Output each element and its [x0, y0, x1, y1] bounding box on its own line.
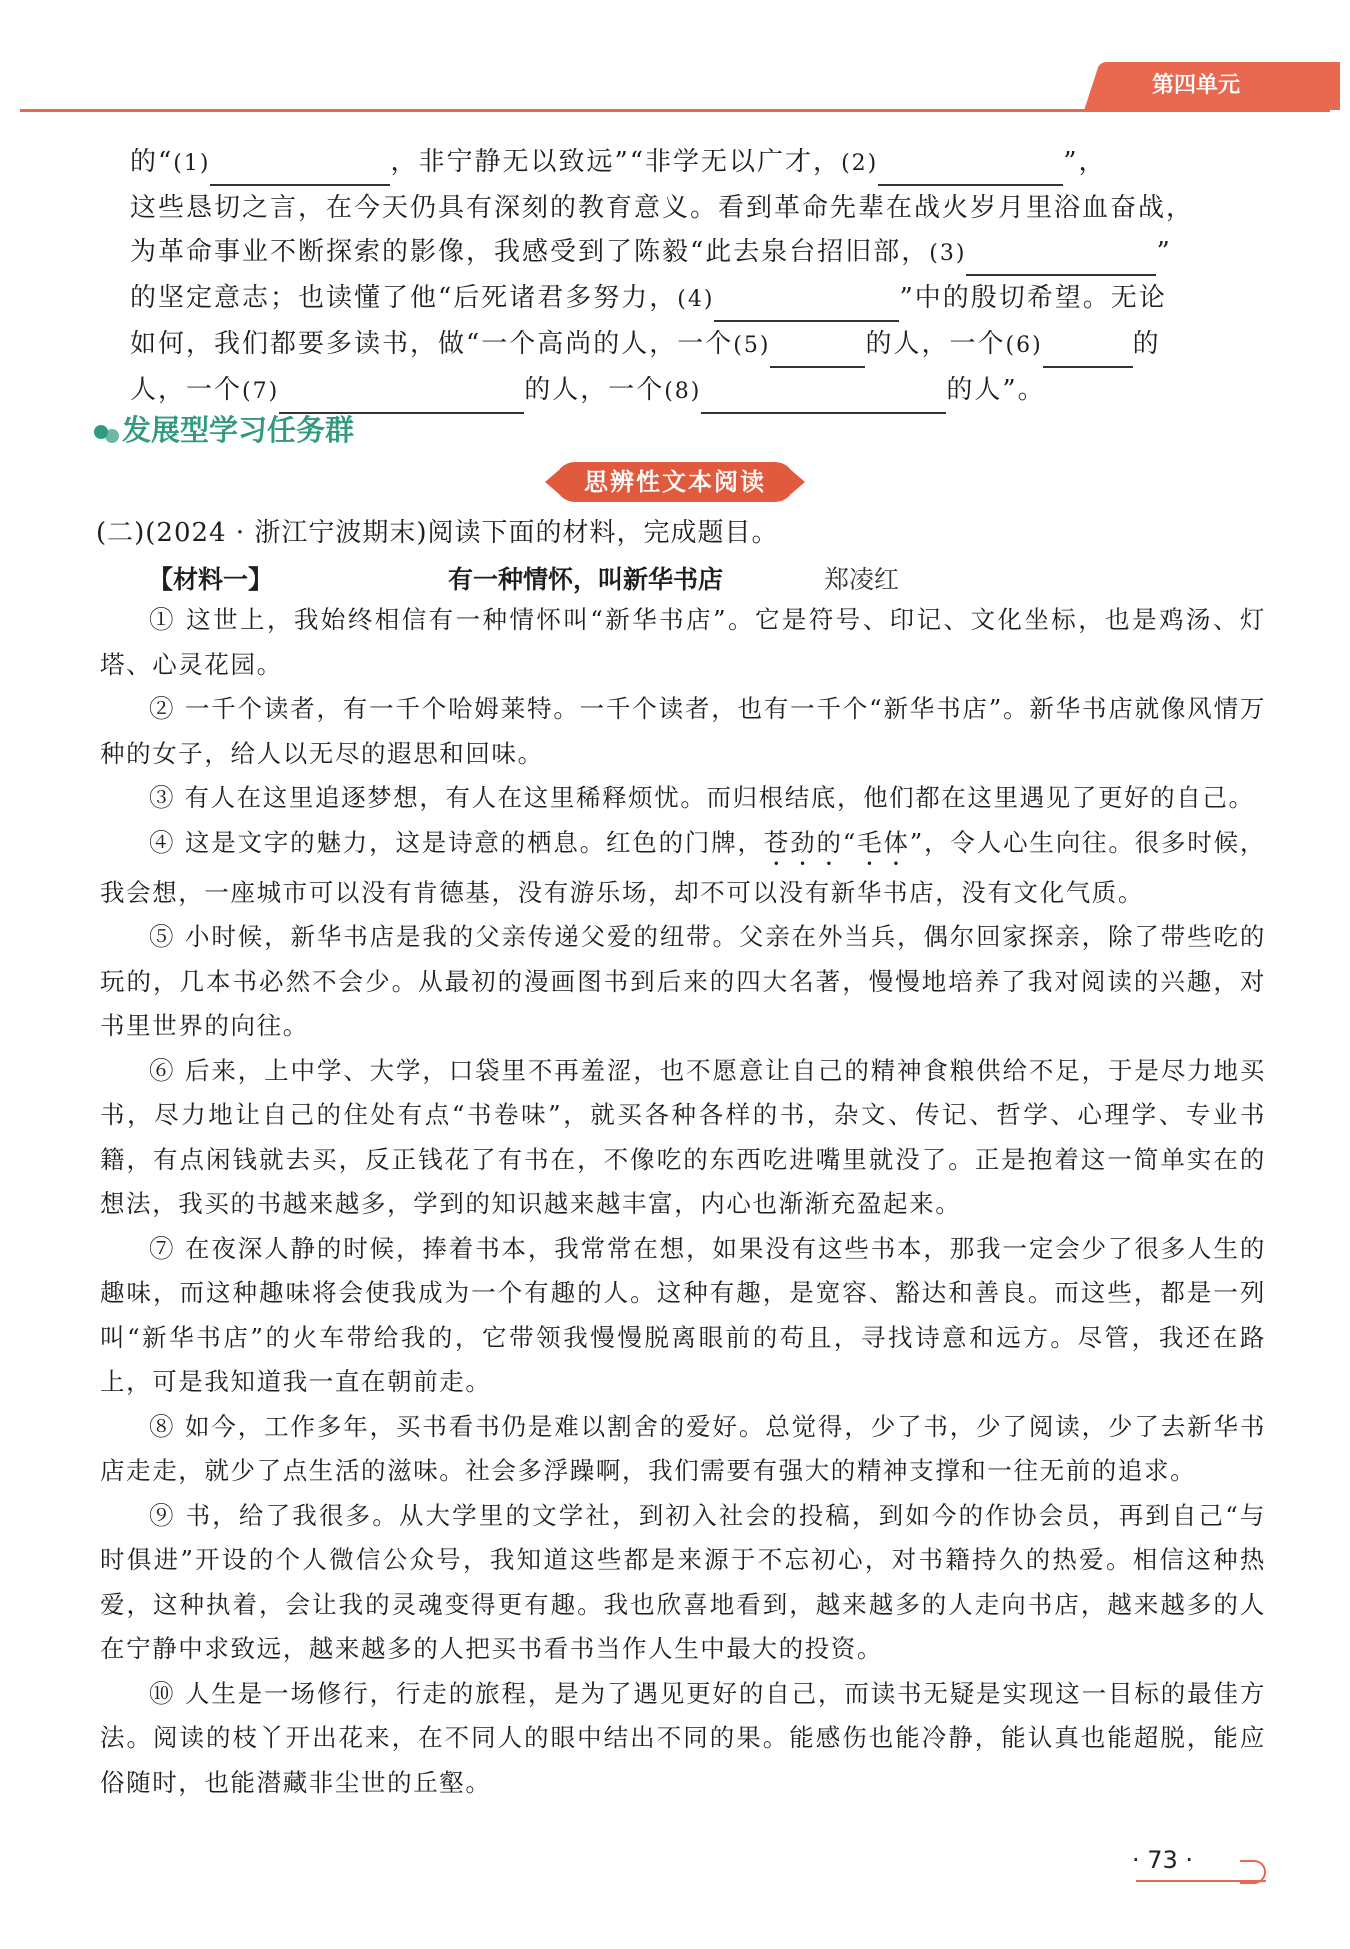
blank-number: (7)	[242, 379, 280, 404]
paragraph-7: ⑦ 在夜深人静的时候，捧着书本，我常常在想，如果没有这些书本，那我一定会少了很多人生的趣味，而这种趣味将会使我成为一个有趣的人。这种有趣，是宽容、豁达和善良。而这些，都是一列叫“新华书店”的火车带给我的，它带领我慢慢脱离眼前的苟且，寻找诗意和远方。尽管，我还在路上，可是我知道我一直在朝前走。	[100, 1233, 1266, 1396]
article-body	[100, 598, 1266, 1805]
answer-blank-4[interactable]	[714, 290, 899, 322]
material-label: 【材料一】	[148, 565, 274, 594]
text: 的人，一个	[865, 329, 1006, 359]
section-title-text: 发展型学习任务群	[122, 413, 355, 447]
header-rule	[20, 109, 1330, 112]
fill-line-5	[130, 322, 1270, 368]
blank-number: (5)	[733, 333, 771, 358]
text: 为革命事业不断探索的影像，我感受到了陈毅“此去泉台招旧部，	[130, 237, 930, 267]
paragraph-2: ② 一千个读者，有一千个哈姆莱特。一千个读者，也有一千个“新华书店”。新华书店就像风情万种的女子，给人以无尽的遐思和回味。	[100, 694, 1266, 768]
reading-banner: 思辨性文本阅读	[555, 462, 795, 502]
article-title: 有一种情怀，叫新华书店	[448, 565, 724, 594]
blank-number: (1)	[173, 151, 211, 176]
material-header	[148, 560, 1248, 596]
text: ，令人心生向往。很多时候，我会想，一座城市可以没有肯德基，没有游乐场，却不可以没有新华书店，没有文化气质。	[100, 827, 1267, 907]
paragraph-5: ⑤ 小时候，新华书店是我的父亲传递父爱的纽带。父亲在外当兵，偶尔回家探亲，除了带些吃的玩的，几本书必然不会少。从最初的漫画图书到后来的四大名著，慢慢地培养了我对阅读的兴趣，对书里世界的向往。	[100, 922, 1266, 1040]
text: 的人”。	[946, 375, 1046, 405]
answer-blank-1[interactable]	[210, 154, 390, 186]
paragraph-1: ① 这世上，我始终相信有一种情怀叫“新华书店”。它是符号、印记、文化坐标，也是鸡汤、灯塔、心灵花园。	[100, 605, 1266, 679]
answer-blank-8[interactable]	[701, 382, 946, 414]
blank-number: (6)	[1005, 333, 1043, 358]
article-author: 郑凌红	[824, 565, 900, 594]
text: ，非宁静无以致远”“非学无以广才，	[390, 147, 842, 177]
paragraph-8: ⑧ 如今，工作多年，买书看书仍是难以割舍的爱好。总觉得，少了书，少了阅读，少了去新华书店走走，就少了点生活的滋味。社会多浮躁啊，我们需要有强大的精神支撑和一往无前的追求。	[100, 1411, 1266, 1485]
fill-in-paragraph	[130, 140, 1270, 414]
text: 的坚定意志；也读懂了他“后死诸君多努力，	[130, 283, 678, 313]
text: 人，一个	[130, 375, 243, 405]
blank-number: (8)	[664, 379, 702, 404]
paragraph-6: ⑥ 后来，上中学、大学，口袋里不再羞涩，也不愿意让自己的精神食粮供给不足，于是尽力地买书，尽力地让自己的住处有点“书卷味”，就买各种各样的书，杂文、传记、哲学、心理学、专业书籍，有点闲钱就去买，反正钱花了有书在，不像吃的东西吃进嘴里就没了。正是抱着这一简单实在的想法，我买的书越来越多，学到的知识越来越丰富，内心也渐渐充盈起来。	[100, 1055, 1266, 1218]
paragraph-4	[100, 821, 1266, 916]
paragraph-9: ⑨ 书，给了我很多。从大学里的文学社，到初入社会的投稿，到如今的作协会员，再到自己“与时俱进”开设的个人微信公众号，我知道这些都是来源于不忘初心，对书籍持久的热爱。相信这种热爱，这种执着，会让我的灵魂变得更有趣。我也欣喜地看到，越来越多的人走向书店，越来越多的人在宁静中求致远，越来越多的人把买书看书当作人生中最大的投资。	[100, 1500, 1266, 1663]
answer-blank-3[interactable]	[966, 244, 1156, 276]
text: ”，	[1063, 147, 1107, 177]
text: 的	[1132, 329, 1161, 359]
text: ”	[1156, 237, 1172, 267]
text: ”中的殷切希望。无论	[899, 283, 1167, 313]
answer-blank-6[interactable]	[1043, 336, 1133, 368]
text: ④ 这是文字的魅力，这是诗意的栖息。红色的门牌，	[149, 827, 764, 857]
text: 的“	[130, 147, 174, 177]
page-number-curl-icon	[1240, 1860, 1266, 1884]
text: 的人，一个	[524, 375, 665, 405]
blank-number: (3)	[929, 241, 967, 266]
paragraph-3: ③ 有人在这里追逐梦想，有人在这里稀释烦忧。而归根结底，他们都在这里遇见了更好的自己。	[149, 783, 1255, 812]
emphasized-phrase: 苍劲的“毛体”	[763, 827, 924, 857]
unit-label: 第四单元	[1152, 73, 1241, 98]
blank-number: (4)	[677, 287, 715, 312]
section-title	[92, 408, 354, 449]
blank-number: (2)	[841, 151, 879, 176]
question-prompt: (二)(2024 · 浙江宁波期末)阅读下面的材料，完成题目。	[96, 518, 779, 548]
fill-line-4	[130, 276, 1270, 322]
answer-blank-2[interactable]	[878, 154, 1063, 186]
fill-line-2: 这些恳切之言，在今天仍具有深刻的教育意义。看到革命先辈在战火岁月里浴血奋战，	[130, 193, 1195, 223]
answer-blank-5[interactable]	[770, 336, 865, 368]
fill-line-3	[130, 230, 1270, 276]
paragraph-10: ⑩ 人生是一场修行，行走的旅程，是为了遇见更好的自己，而读书无疑是实现这一目标的最佳方法。阅读的枝丫开出花来，在不同人的眼中结出不同的果。能感伤也能冷静，能认真也能超脱，能应俗随时，也能潜藏非尘世的丘壑。	[100, 1678, 1266, 1797]
unit-tab	[1108, 62, 1340, 110]
fill-line-1	[130, 140, 1270, 186]
text: 如何，我们都要多读书，做“一个高尚的人，一个	[130, 329, 734, 359]
page-number: · 73 ·	[1132, 1846, 1194, 1874]
